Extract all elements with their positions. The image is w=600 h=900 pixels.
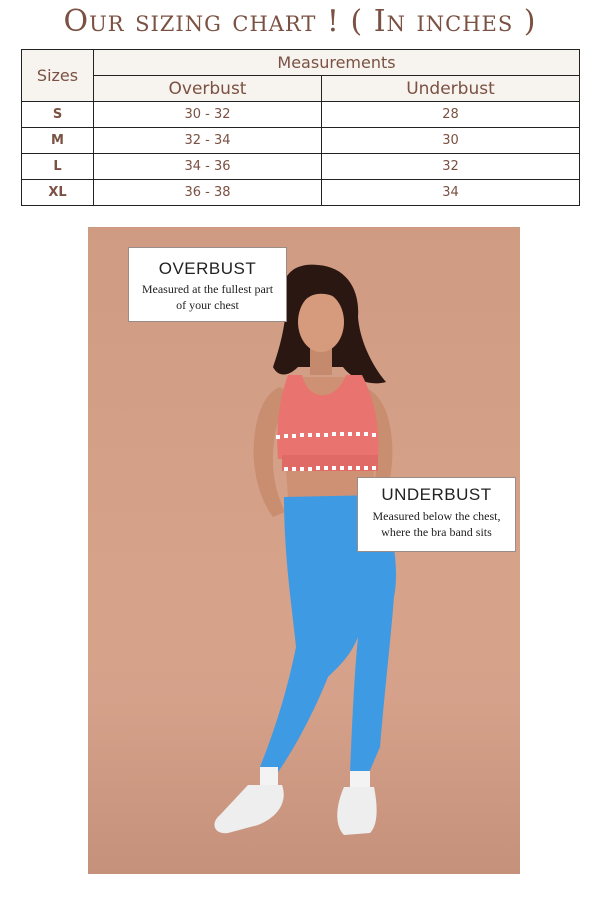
size-cell: S — [22, 102, 94, 128]
underbust-cell: 32 — [322, 154, 580, 180]
table-row — [22, 154, 580, 180]
size-cell: L — [22, 154, 94, 180]
model-photo — [88, 227, 520, 874]
overbust-cell: 36 - 38 — [94, 180, 322, 206]
overbust-cell: 34 - 36 — [94, 154, 322, 180]
overbust-cell: 32 - 34 — [94, 128, 322, 154]
size-cell: M — [22, 128, 94, 154]
underbust-cell: 28 — [322, 102, 580, 128]
overbust-heading: OVERBUST — [158, 259, 257, 278]
table-subheader-row — [22, 76, 580, 102]
table-row — [22, 128, 580, 154]
table-row — [22, 180, 580, 206]
overbust-cell: 30 - 32 — [94, 102, 322, 128]
underbust-heading: UNDERBUST — [381, 485, 492, 504]
measurements-header: Measurements — [94, 50, 580, 76]
underbust-callout — [357, 477, 516, 552]
page-title: Our sizing chart ! ( In inches ) — [63, 4, 537, 39]
underbust-cell: 30 — [322, 128, 580, 154]
table-header-row — [22, 50, 580, 76]
overbust-header: Overbust — [94, 76, 322, 102]
underbust-cell: 34 — [322, 180, 580, 206]
overbust-callout — [128, 247, 287, 322]
sizing-table — [21, 49, 580, 206]
overbust-description: Measured at the fullest part of your chest — [141, 282, 274, 312]
sizes-header: Sizes — [22, 50, 94, 102]
size-cell: XL — [22, 180, 94, 206]
table-row — [22, 102, 580, 128]
underbust-header: Underbust — [322, 76, 580, 102]
underbust-description: Measured below the chest, where the bra band sits — [372, 509, 501, 539]
